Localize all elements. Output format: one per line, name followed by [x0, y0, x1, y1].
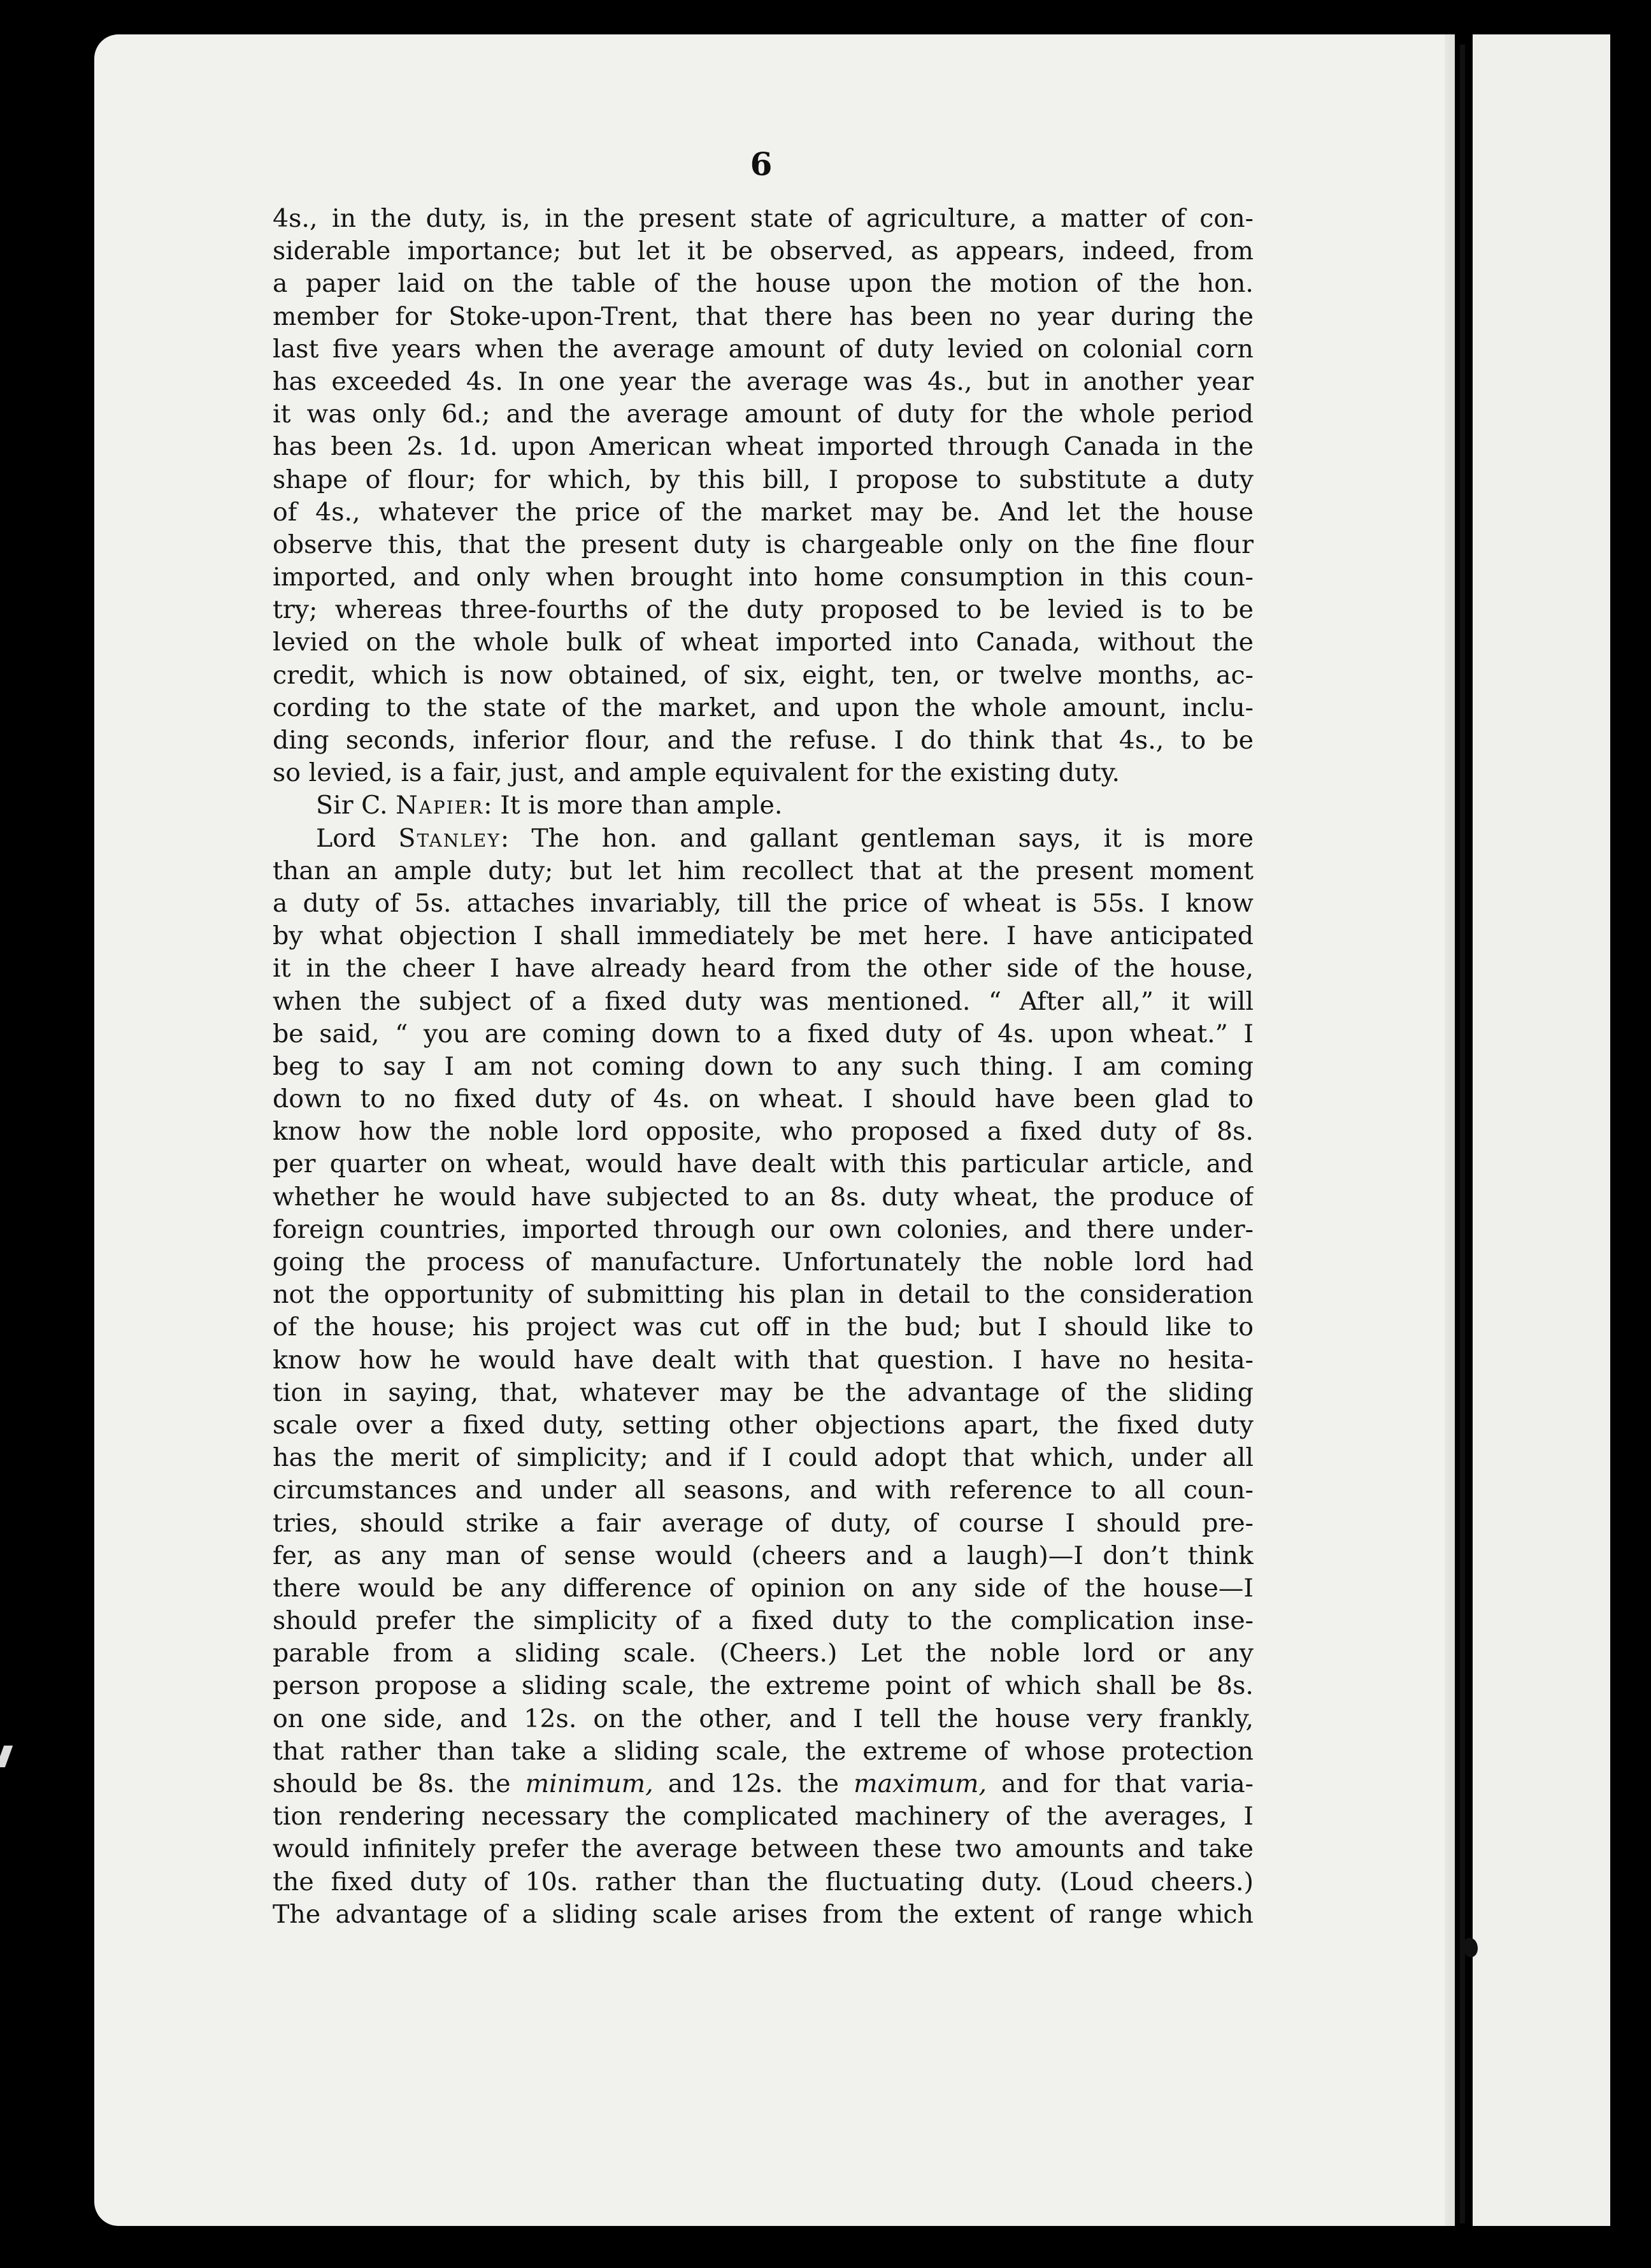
text-line: tion rendering necessary the complicated machinery of the averages, I: [273, 1802, 1254, 1832]
scan-artifact-right: [1464, 1938, 1478, 1957]
text-line: cording to the state of the market, and upon the whole amount, inclu-: [273, 693, 1254, 722]
text-line: know how he would have dealt with that question. I have no hesita-: [273, 1345, 1254, 1375]
speaker-name: Napier: [396, 791, 484, 821]
text-line: whether he would have subjected to an 8s. duty wheat, the produce of: [273, 1182, 1254, 1212]
text-line: than an ample duty; but let him recollect that at the present moment: [273, 856, 1254, 886]
text-segment: should be 8s. the: [273, 1769, 525, 1798]
speaker-line-stanley: [273, 822, 1254, 855]
text-line: going the process of manufacture. Unfortunately the noble lord had: [273, 1247, 1254, 1277]
text-line: be said, “ you are coming down to a fixed duty of 4s. upon wheat.” I: [273, 1019, 1254, 1049]
text-line: of 4s., whatever the price of the market may be. And let the house: [273, 497, 1254, 527]
text-line: person propose a sliding scale, the extreme point of which shall be 8s.: [273, 1671, 1254, 1701]
text-line: it in the cheer I have already heard from the other side of the house,: [273, 954, 1254, 984]
text-line: down to no fixed duty of 4s. on wheat. I should have been glad to: [273, 1084, 1254, 1114]
text-line: so levied, is a fair, just, and ample equivalent for the existing duty.: [273, 758, 1120, 788]
speaker-name: Stanley: [398, 823, 501, 853]
text-line: on one side, and 12s. on the other, and I tell the house very frankly,: [273, 1704, 1254, 1733]
facing-page-edge: [1460, 45, 1465, 2223]
speech-text: : It is more than ample.: [483, 791, 783, 821]
text-line: The advantage of a sliding scale arises from the extent of range which: [273, 1899, 1254, 1929]
text-line: observe this, that the present duty is chargeable only on the fine flour: [273, 529, 1254, 559]
italic-term-maximum: maximum,: [854, 1769, 987, 1798]
text-line: 4s., in the duty, is, in the present state of agriculture, a matter of con-: [273, 204, 1254, 233]
text-line: try; whereas three-fourths of the duty proposed to be levied is to be: [273, 595, 1254, 625]
italic-term-minimum: minimum,: [525, 1769, 654, 1798]
text-line: a paper laid on the table of the house upon the motion of the hon.: [273, 269, 1254, 299]
page-number: 6: [750, 145, 773, 183]
text-line: not the opportunity of submitting his plan in detail to the consideration: [273, 1280, 1254, 1310]
text-line: shape of flour; for which, by this bill, I propose to substitute a duty: [273, 464, 1254, 494]
speaker-line-napier: [273, 789, 1254, 822]
text-line: has exceeded 4s. In one year the average was 4s., but in another year: [273, 366, 1254, 396]
text-line: beg to say I am not coming down to any such thing. I am coming: [273, 1051, 1254, 1081]
text-line: should prefer the simplicity of a fixed duty to the complication inse-: [273, 1606, 1254, 1636]
text-line: a duty of 5s. attaches invariably, till the price of wheat is 55s. I know: [273, 888, 1254, 918]
text-line: the fixed duty of 10s. rather than the fluctuating duty. (Loud cheers.): [273, 1867, 1254, 1897]
text-line: by what objection I shall immediately be met here. I have anticipated: [273, 921, 1254, 951]
text-line: foreign countries, imported through our own colonies, and there under-: [273, 1214, 1254, 1244]
speaker-title: Sir C.: [316, 791, 396, 821]
text-line: has been 2s. 1d. upon American wheat imported through Canada in the: [273, 432, 1254, 462]
scan-artifact-left: [0, 1746, 13, 1767]
text-line: of the house; his project was cut off in the bud; but I should like to: [273, 1312, 1254, 1342]
text-line: scale over a fixed duty, setting other objections apart, the fixed duty: [273, 1410, 1254, 1440]
speaker-title: Lord: [316, 823, 399, 853]
facing-page: [1473, 34, 1610, 2226]
text-line: levied on the whole bulk of wheat imported into Canada, without the: [273, 628, 1254, 657]
text-line: that rather than take a sliding scale, the extreme of whose protection: [273, 1736, 1254, 1766]
text-line: fer, as any man of sense would (cheers and a laugh)—I don’t think: [273, 1540, 1254, 1570]
text-line: tries, should strike a fair average of duty, of course I should pre-: [273, 1508, 1254, 1538]
text-line: has the merit of simplicity; and if I could adopt that which, under all: [273, 1443, 1254, 1473]
text-line: there would be any difference of opinion on any side of the house—I: [273, 1573, 1254, 1603]
body-text: [273, 203, 1254, 1931]
text-line: it was only 6d.; and the average amount of duty for the whole period: [273, 399, 1254, 429]
text-line: imported, and only when brought into home consumption in this coun-: [273, 563, 1254, 592]
text-line: ding seconds, inferior flour, and the refuse. I do think that 4s., to be: [273, 726, 1254, 755]
text-line: credit, which is now obtained, of six, eight, ten, or twelve months, ac-: [273, 660, 1254, 690]
text-line: member for Stoke-upon-Trent, that there has been no year during the: [273, 301, 1254, 331]
text-line: parable from a sliding scale. (Cheers.) Let the noble lord or any: [273, 1639, 1254, 1669]
text-line: per quarter on wheat, would have dealt with this particular article, and: [273, 1149, 1254, 1179]
text-segment: and 12s. the: [653, 1769, 854, 1798]
text-segment: and for that varia-: [987, 1769, 1254, 1798]
text-line: tion in saying, that, whatever may be the advantage of the sliding: [273, 1377, 1254, 1407]
text-line: circumstances and under all seasons, and with reference to all coun-: [273, 1475, 1254, 1505]
text-line: when the subject of a fixed duty was mentioned. “ After all,” it will: [273, 986, 1254, 1016]
speech-text: : The hon. and gallant gentleman says, it is more: [500, 823, 1254, 853]
text-line: siderable importance; but let it be observed, as appears, indeed, from: [273, 236, 1254, 266]
text-line: last five years when the average amount of duty levied on colonial corn: [273, 334, 1254, 364]
text-line: know how the noble lord opposite, who proposed a fixed duty of 8s.: [273, 1117, 1254, 1147]
text-line: would infinitely prefer the average between these two amounts and take: [273, 1834, 1254, 1864]
text-line-minimum-maximum: [273, 1768, 1254, 1800]
gutter-shadow: [1445, 34, 1455, 2226]
